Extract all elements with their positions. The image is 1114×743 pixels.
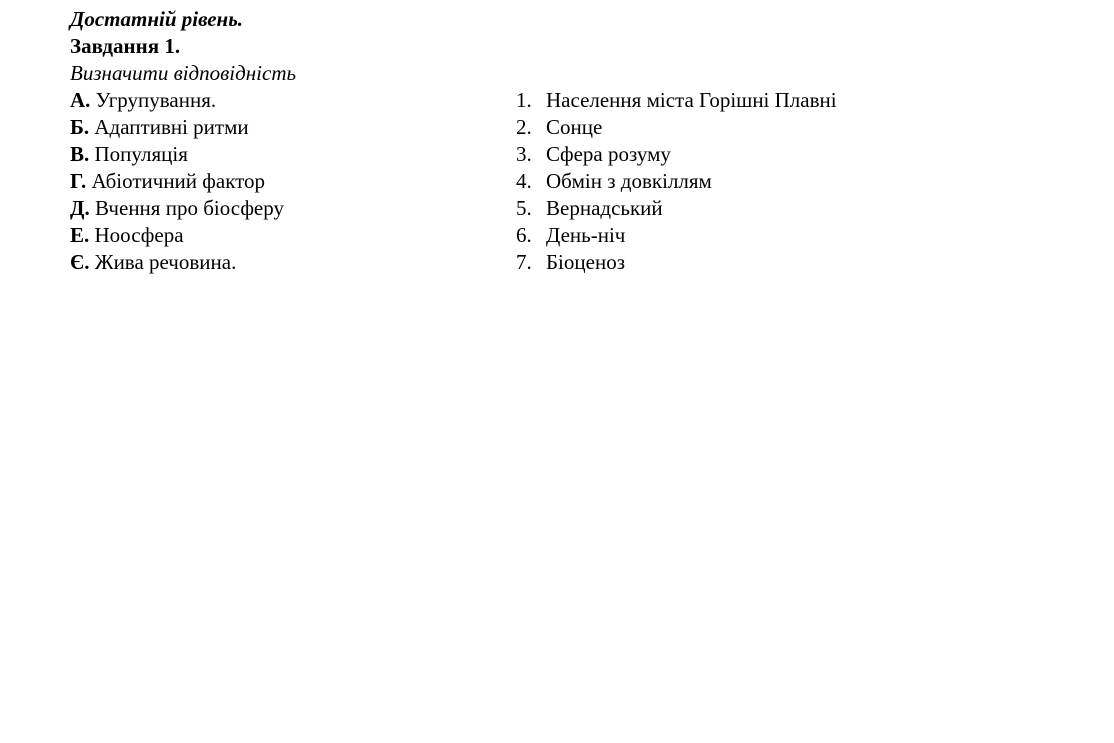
item-text: Сфера розуму <box>546 142 671 166</box>
left-item <box>70 141 284 168</box>
item-text: Вчення про біосферу <box>89 196 284 220</box>
item-text: Ноосфера <box>89 223 184 247</box>
right-item <box>516 222 837 249</box>
left-item <box>70 87 284 114</box>
item-number: 5. <box>516 196 532 220</box>
item-letter: Є. <box>70 250 90 274</box>
task-instruction: Визначити відповідність <box>70 61 297 85</box>
left-column <box>70 87 284 276</box>
item-letter: Е. <box>70 223 90 247</box>
right-item <box>516 87 837 114</box>
right-item <box>516 195 837 222</box>
item-text: Угрупування. <box>90 88 217 112</box>
item-text: Вернадський <box>546 196 663 220</box>
right-item <box>516 141 837 168</box>
item-text: Населення міста Горішні Плавні <box>546 88 837 112</box>
item-letter: Б. <box>70 115 90 139</box>
item-text: День-ніч <box>546 223 626 247</box>
item-text: Сонце <box>546 115 603 139</box>
left-item <box>70 222 284 249</box>
left-item <box>70 249 284 276</box>
right-column <box>516 87 837 276</box>
matching-columns <box>70 87 1070 276</box>
item-letter: Г. <box>70 169 87 193</box>
item-text: Популяція <box>89 142 188 166</box>
left-item <box>70 168 284 195</box>
item-text: Жива речовина. <box>89 250 237 274</box>
document-page <box>70 6 1070 276</box>
item-text: Абіотичний фактор <box>86 169 266 193</box>
item-number: 6. <box>516 223 532 247</box>
left-item <box>70 114 284 141</box>
item-text: Адаптивні ритми <box>89 115 249 139</box>
right-item <box>516 249 837 276</box>
item-number: 7. <box>516 250 532 274</box>
task-title: Завдання 1. <box>70 34 181 58</box>
left-item <box>70 195 284 222</box>
item-text: Біоценоз <box>546 250 625 274</box>
item-number: 4. <box>516 169 532 193</box>
item-letter: Д. <box>70 196 90 220</box>
item-number: 2. <box>516 115 532 139</box>
item-text: Обмін з довкіллям <box>546 169 712 193</box>
item-number: 3. <box>516 142 532 166</box>
level-title: Достатній рівень. <box>70 7 244 31</box>
right-item <box>516 168 837 195</box>
item-number: 1. <box>516 88 532 112</box>
item-letter: А. <box>70 88 91 112</box>
right-item <box>516 114 837 141</box>
item-letter: В. <box>70 142 90 166</box>
